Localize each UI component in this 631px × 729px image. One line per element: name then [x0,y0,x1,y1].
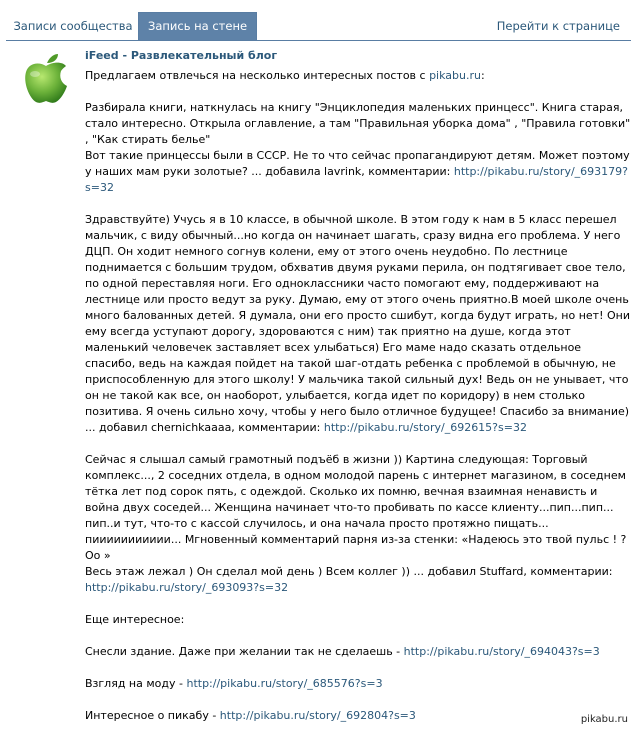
text-line: он не такой как все, он наоборот, улыбается, когда идет по коридору) в нем столько [85,389,585,402]
goto-page-link[interactable]: Перейти к странице [496,19,620,33]
avatar[interactable] [21,50,71,106]
story-1-link-cont[interactable]: s=32 [85,181,114,194]
wall-post [85,49,631,724]
text-line: пиииииииииии... Мгновенный комментарий парня из-за стенки: «Надеюсь это твой пульс ! ? [85,533,627,546]
intro-link[interactable]: pikabu.ru [429,69,481,82]
tab-wall-post[interactable]: Запись на стене [138,12,257,40]
story-2-link[interactable]: http://pikabu.ru/story/_692615?s=32 [323,421,527,434]
story-2-link-line [85,420,585,436]
extra-link[interactable]: http://pikabu.ru/story/_694043?s=3 [403,645,600,658]
intro-colon: : [480,69,485,82]
text-line: Разбирала книги, наткнулась на книгу "Энциклопедия маленьких принцесс". Книга старая, [85,101,623,114]
text-line: , "Как стирать белье" [85,133,211,146]
text-line: ему всегда уступают дорогу, здороваются с ним) так приятно на душе, когда этот [85,325,571,338]
text-line: ДЦП. Он ходит немного согнув колени, ему от этого очень неудобно. По лестнице [85,245,568,258]
text-line: много балованных детей. Я думала, они его просто сшибут, когда будут играть, но нет! Они [85,309,630,322]
text-line: лестнице или просто ведут за руку. Думаю, ему от этого очень приятно.В моей школе очень [85,293,629,306]
story-3 [85,452,627,580]
extra-text: Взгляд на моду - [85,677,187,690]
text-line: Здравствуйте) Учусь я в 10 классе, в обычной школе. В этом году к нам в 5 класс перешел [85,213,617,226]
text-line: по одной переставляя ноги. Его одноклассники часто помогают ему, поддерживают на [85,277,600,290]
tab-bar [0,0,631,42]
story-3-link[interactable]: http://pikabu.ru/story/_693093?s=32 [85,581,289,594]
story-1 [85,100,631,164]
post-intro [85,68,585,84]
story-2-credit: ... добавил chernichkaaaa, комментарии: [85,421,324,434]
tab-underline [6,40,631,41]
text-line: Сейчас я слышал самый грамотный подъёб в жизни )) Картина следующая: Торговый [85,453,588,466]
text-line: маленький человечек заставляет всех улыбаться) Его маме надо сказать отдельное [85,341,582,354]
extra-text: Снесли здание. Даже при желании так не сделаешь - [85,645,404,658]
text-line: Весь этаж лежал ) Он сделал мой день ) Всем коллег )) ... добавил Stuffard, комментарии: [85,565,613,578]
text-line: мальчик, с виду обычный...но когда он начинает шагать, сразу видна его проблема. У него [85,229,621,242]
post-author[interactable]: iFeed - Развлекательный блог [85,49,278,62]
apple-logo-icon [21,50,71,106]
intro-text: Предлагаем отвлечься на несколько интересных постов с [85,69,430,82]
more-heading: Еще интересное: [85,613,185,626]
extra-item [85,644,600,660]
text-line: приспособленную для этого школу! У мальчика такой сильный дух! Ведь он не унывает, что [85,373,629,386]
extra-link[interactable]: http://pikabu.ru/story/_685576?s=3 [186,677,383,690]
story-1-link-line [85,164,628,180]
text-line: пип..и тут, что-то с кассой случилось, и она начала просто протяжно пищать... [85,517,549,530]
text-line: Оо » [85,549,111,562]
watermark: pikabu.ru [580,714,628,725]
extra-text: Интересное о пикабу - [85,709,220,722]
text-line: тётка лет под сорок пять, с одеждой. Сколько их помню, вечная взаимная ненависть и [85,485,598,498]
extra-link[interactable]: http://pikabu.ru/story/_692804?s=3 [219,709,416,722]
text-line: позитива. Я очень сильно хочу, чтобы у него было отличное будущее! Спасибо за внимание) [85,405,630,418]
story-1-link[interactable]: http://pikabu.ru/story/_693179? [453,165,628,178]
text-line: стало интересно. Открыла оглавление, а там "Правильная уборка дома" , "Правила готовки" [85,117,631,130]
extra-item [85,708,585,724]
text-line: Вот такие принцессы были в СССР. Не то что сейчас пропагандируют детям. Может поэтому [85,149,630,162]
tab-community-posts[interactable]: Записи сообщества [13,19,133,33]
story-2 [85,212,630,420]
text-line: поднимается с большим трудом, обхватив двумя руками перила, он подтягивает свое тело, [85,261,626,274]
text-line: война двух соседей... Женщина начинает что-то пробивать по кассе клиенту...пип...пип... [85,501,614,514]
text-line: спасибо, ведь на каждая пойдет на такой шаг-отдать ребенка с проблемой в обычную, не [85,357,616,370]
story-1-credit: у наших мам руки золотые? ... добавила lavrink, комментарии: [85,165,454,178]
text-line: комплекс..., 2 соседних отдела, в одном молодой парень с интернет магазином, в соседнем [85,469,626,482]
extra-item [85,676,585,692]
